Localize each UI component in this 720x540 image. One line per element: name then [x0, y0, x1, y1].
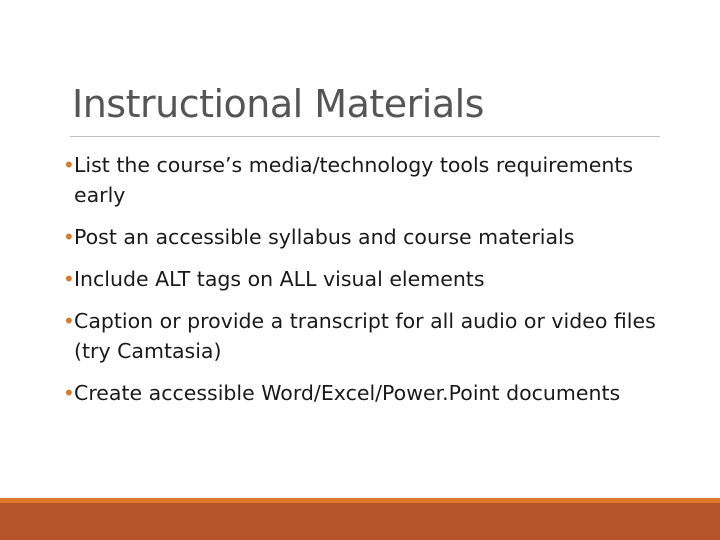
- slide-title: Instructional Materials: [72, 82, 484, 126]
- bullet-item: [63, 378, 686, 408]
- title-divider: [70, 136, 660, 137]
- bullet-text: Create accessible Word/Excel/Power.Point documents: [74, 381, 621, 405]
- bullet-text: Caption or provide a transcript for all audio or video files (try Camtasia): [74, 309, 656, 363]
- bullet-dot-icon: •: [63, 153, 75, 177]
- bullet-dot-icon: •: [63, 381, 75, 405]
- bullet-dot-icon: •: [63, 267, 75, 291]
- bullet-list: [63, 150, 686, 420]
- bullet-item: [63, 264, 686, 294]
- bullet-item: [63, 222, 686, 252]
- footer-accent-stripe: [0, 498, 720, 503]
- bullet-item: [63, 150, 686, 210]
- bullet-dot-icon: •: [63, 225, 75, 249]
- bullet-text: Post an accessible syllabus and course materials: [74, 225, 575, 249]
- footer-band: [0, 498, 720, 540]
- bullet-item: [63, 306, 686, 366]
- bullet-text: List the course’s media/technology tools requirements early: [74, 153, 634, 207]
- bullet-dot-icon: •: [63, 309, 75, 333]
- bullet-text: Include ALT tags on ALL visual elements: [74, 267, 485, 291]
